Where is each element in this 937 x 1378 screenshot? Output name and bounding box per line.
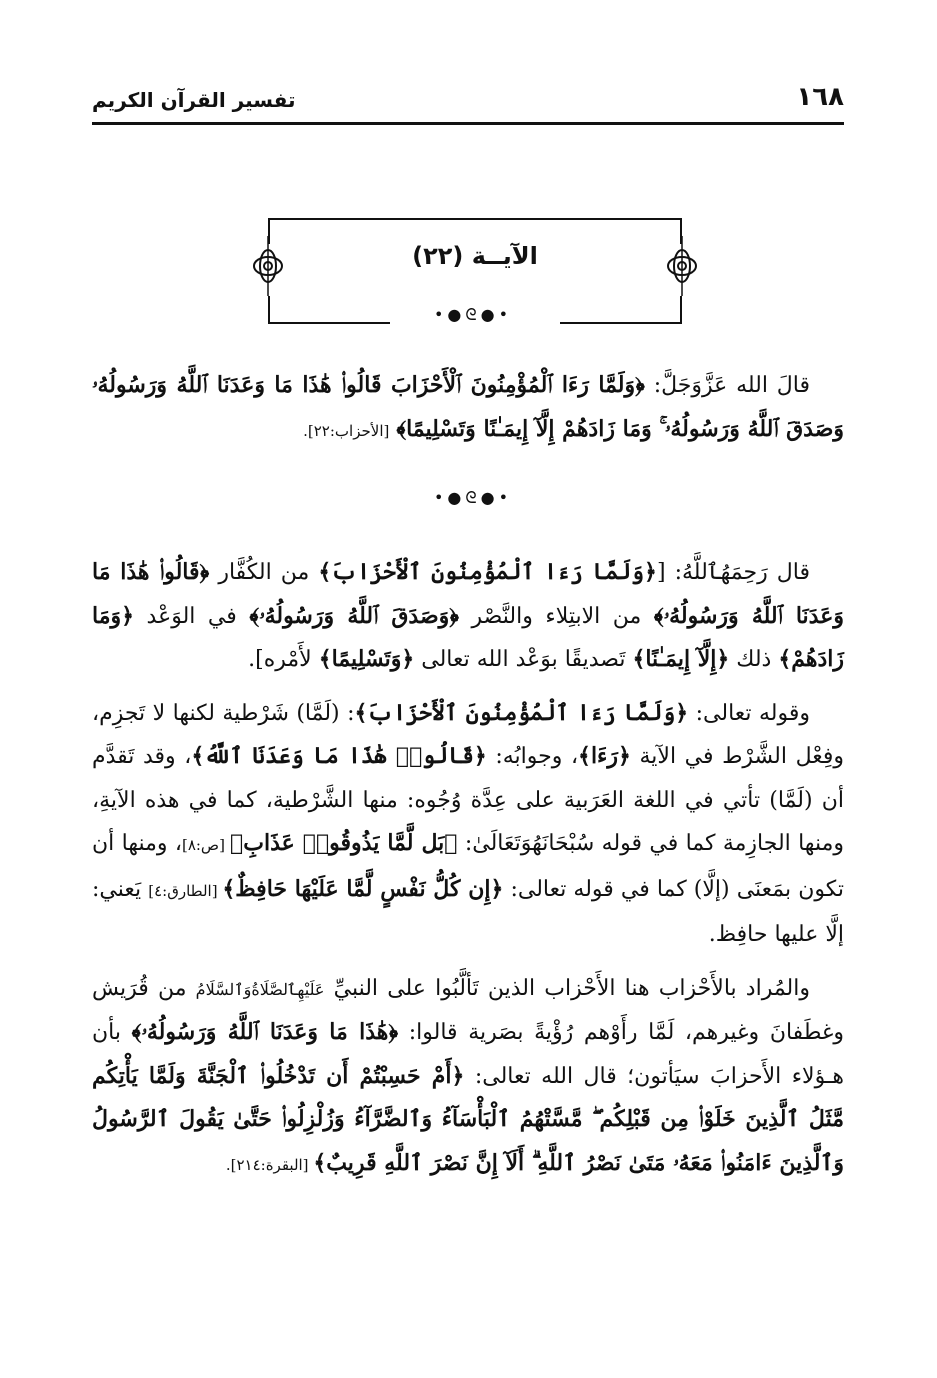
book-title: تفسير القرآن الكريم xyxy=(92,88,296,112)
ornament-divider: •●ᘓ●• xyxy=(433,488,513,507)
verse-title: الآيــة (٢٢) xyxy=(412,242,538,270)
paragraph-3: والمُراد بالأَحْزاب هنا الأَحْزاب الذين تَألَّبُوا على النبيِّ عَلَيْهِٱلصَّلَاةُوَٱلسَّلَامُ من قُرَيش وغطَفانَ وغيرهم، لَمَّا رأَوْهم رُؤْيةً بصَرية قالوا: ﴿هَٰذَا مَا وَعَدَنَا ٱللَّهُ وَرَسُولُهُۥ﴾ بأن هـؤلاء الأَحزابَ سيَأتون؛ قال الله تعالى: ﴿أَمْ حَسِبْتُمْ أَن تَدْخُلُوا۟ ٱلْجَنَّةَ وَلَمَّا يَأْتِكُم مَّثَلُ ٱلَّذِينَ خَلَوْا۟ مِن قَبْلِكُم ۖ مَّسَّتْهُمُ ٱلْبَأْسَآءُ وَٱلضَّرَّآءُ وَزُلْزِلُوا۟ حَتَّىٰ يَقُولَ ٱلرَّسُولُ وَٱلَّذِينَ ءَامَنُوا۟ مَعَهُۥ مَتَىٰ نَصْرُ ٱللَّهِ ۗ أَلَآ إِنَّ نَصْرَ ٱللَّهِ قَرِيبٌ﴾ [البقرة:٢١٤]. xyxy=(92,975,844,1176)
page-header xyxy=(92,82,844,125)
paragraph-2: وقوله تعالى: ﴿وَلَمَّا رَءَا ٱلْمُؤْمِنُونَ ٱلْأَحْزَابَ﴾: (لَمَّا) شَرْطية لكنها لا تَجزِم، وفِعْل الشَّرْط في الآية ﴿رَءَا﴾، وجوابُه: ﴿قَالُوا۟ هَٰذَا مَا وَعَدَنَا ٱللَّهُ﴾، وقد تَقدَّم أن (لَمَّا) تأتي في اللغة العَرَبية على عِدَّة وُجُوه: منها الشَّرْطية، كما في هذه الآيةِ، ومنها الجازِمة كما في قوله سُبْحَانَهُوَتَعَالَىٰ: ﴿بَل لَّمَّا يَذُوقُوا۟ عَذَابِ﴾ [ص:٨]، ومنها أن تكون بمَعنَى (إلَّا) كما في قوله تعالى: ﴿إِن كُلُّ نَفْسٍ لَّمَّا عَلَيْهَا حَافِظٌ﴾ [الطارق:٤] يَعني: إلَّا عليها حافِظ. xyxy=(92,699,845,947)
verse-quote-block xyxy=(92,364,844,453)
page-number: ١٦٨ xyxy=(796,82,844,112)
opening-phrase: قالَ الله عَزَّوَجَلَّ: xyxy=(653,373,810,398)
verse-reference: [الأحزاب:٢٢]. xyxy=(303,421,390,440)
tafsir-body xyxy=(92,551,844,1187)
paragraph-1: قال رَحِمَهُٱللَّهُ: [﴿وَلَمَّا رَءَا ٱلْمُؤْمِنُونَ ٱلْأَحْزَابَ﴾ من الكُفَّار ﴿قَالُوا۟ هَٰذَا مَا وَعَدَنَا ٱللَّهُ وَرَسُولُهُۥ﴾ من الابتِلاء والنَّصْر ﴿وَصَدَقَ ٱللَّهُ وَرَسُولُهُۥ﴾ في الوَعْد ﴿وَمَا زَادَهُمْ﴾ ذلك ﴿إِلَّآ إِيمَـٰنًا﴾ تَصديقًا بوَعْد الله تعالى ﴿وَتَسْلِيمًا﴾ لأَمْره]. xyxy=(92,559,844,672)
ornament-divider: •●ᘓ●• xyxy=(433,305,513,324)
quran-verse: ﴿وَلَمَّا رَءَا ٱلْمُؤْمِنُونَ ٱلْأَحْزَابَ قَالُوا۟ هَٰذَا مَا وَعَدَنَا ٱللَّهُ وَرَسُولُهُۥ وَصَدَقَ ٱللَّهُ وَرَسُولُهُۥ ۚ وَمَا زَادَهُمْ إِلَّآ إِيمَـٰنًا وَتَسْلِيمًا﴾ xyxy=(92,372,844,442)
